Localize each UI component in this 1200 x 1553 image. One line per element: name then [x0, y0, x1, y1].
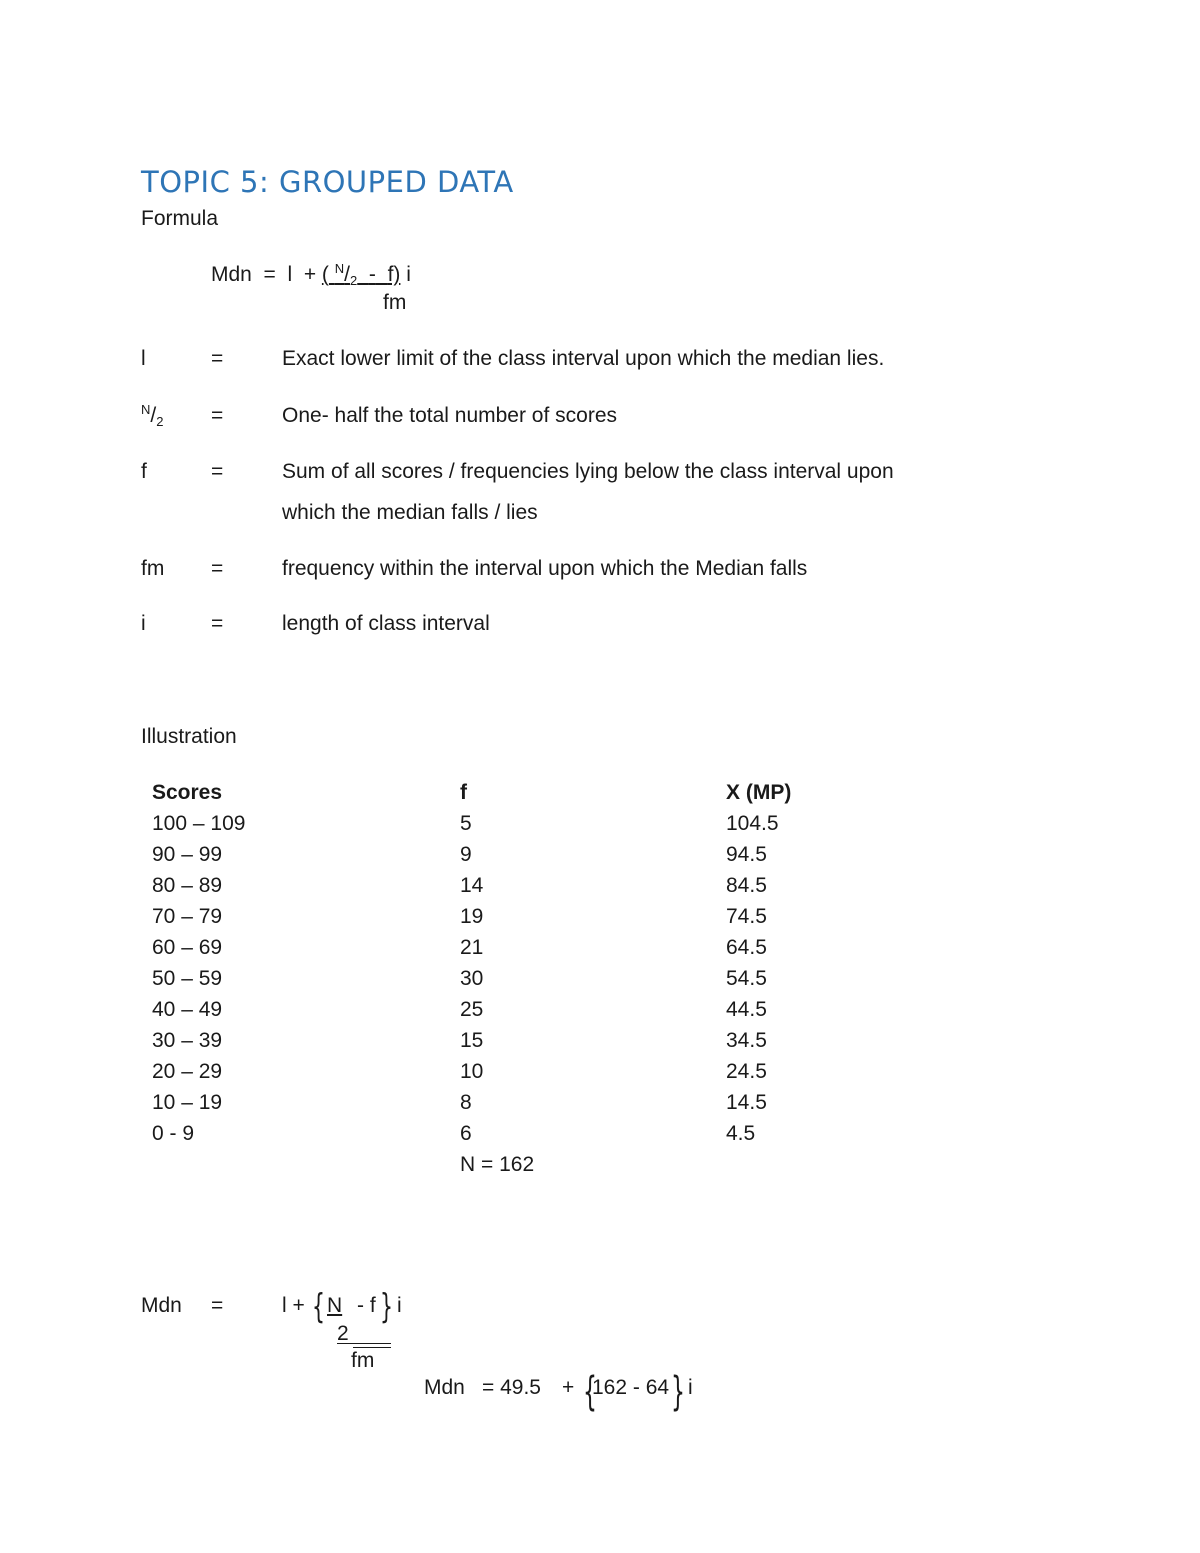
- open-brace-icon: {: [312, 1287, 325, 1327]
- formula-two: 2: [350, 273, 358, 288]
- table-cell-mp: 74.5: [726, 905, 767, 928]
- def-term-slash: /: [150, 404, 157, 427]
- table-cell-score: 10 – 19: [152, 1091, 223, 1114]
- formula3-plus: +: [562, 1376, 575, 1399]
- def-term-f: f: [141, 460, 147, 483]
- page-title: TOPIC 5: GROUPED DATA: [141, 165, 514, 199]
- table-cell-mp: 94.5: [726, 843, 767, 866]
- table-cell-score: 60 – 69: [152, 936, 223, 959]
- def-text-i: length of class interval: [282, 612, 490, 635]
- formula-l: l: [287, 263, 293, 286]
- def-text-f-cont: which the median falls / lies: [282, 501, 538, 524]
- table-cell-score: 30 – 39: [152, 1029, 223, 1052]
- def-text-n-half: One- half the total number of scores: [282, 404, 618, 427]
- formula2-two: 2: [337, 1322, 349, 1345]
- table-cell-mp: 84.5: [726, 874, 767, 897]
- def-term-fm: fm: [141, 557, 165, 580]
- close-brace-icon: }: [671, 1369, 685, 1415]
- table-cell-mp: 54.5: [726, 967, 767, 990]
- formula2-denominator: fm: [351, 1349, 375, 1372]
- table-cell-f: 19: [460, 905, 484, 928]
- def-text-f: Sum of all scores / frequencies lying below the class interval upon: [282, 460, 894, 483]
- table-cell-f: 5: [460, 812, 472, 835]
- formula2-i: i: [397, 1294, 402, 1317]
- formula-numerator: [322, 263, 400, 286]
- def-text-l: Exact lower limit of the class interval upon which the median lies.: [282, 347, 885, 370]
- def-eq: =: [211, 347, 224, 370]
- table-cell-f: 25: [460, 998, 484, 1021]
- table-cell-f: 9: [460, 843, 472, 866]
- formula-label: Formula: [141, 207, 219, 230]
- def-term-n: N: [141, 402, 151, 417]
- table-cell-mp: 4.5: [726, 1122, 756, 1145]
- formula2-minus-f: - f: [357, 1294, 376, 1317]
- table-cell-score: 100 – 109: [152, 812, 246, 835]
- def-eq: =: [211, 557, 224, 580]
- formula-open-paren: (: [321, 263, 329, 286]
- formula2-eq: =: [211, 1294, 224, 1317]
- table-cell-f: 6: [460, 1122, 472, 1145]
- table-cell-mp: 104.5: [726, 812, 779, 835]
- formula2-l-plus: l +: [282, 1294, 305, 1317]
- formula3-i: i: [688, 1376, 693, 1399]
- formula-minus: -: [368, 263, 376, 286]
- table-cell-mp: 44.5: [726, 998, 767, 1021]
- formula3-lhs: Mdn: [424, 1376, 465, 1399]
- table-cell-score: 40 – 49: [152, 998, 223, 1021]
- table-cell-score: 90 – 99: [152, 843, 223, 866]
- table-cell-f: 30: [460, 967, 484, 990]
- def-term-two: 2: [156, 414, 164, 429]
- formula-n: N: [334, 261, 345, 276]
- table-header-mp: X (MP): [726, 781, 792, 804]
- formula-denominator: fm: [383, 291, 407, 314]
- table-header-f: f: [460, 781, 467, 804]
- def-term-i: i: [141, 612, 146, 635]
- illustration-label: Illustration: [141, 725, 237, 748]
- def-eq: =: [211, 612, 224, 635]
- formula2-n: N: [327, 1294, 343, 1317]
- table-cell-mp: 14.5: [726, 1091, 767, 1114]
- median-formula: [211, 261, 411, 288]
- table-cell-score: 50 – 59: [152, 967, 223, 990]
- table-cell-score: 70 – 79: [152, 905, 223, 928]
- formula-f: f): [387, 263, 401, 286]
- table-cell-mp: 24.5: [726, 1060, 767, 1083]
- formula-plus: +: [303, 263, 317, 286]
- def-term-l: l: [141, 347, 146, 370]
- formula2-lhs: Mdn: [141, 1294, 182, 1317]
- table-cell-f: 14: [460, 874, 484, 897]
- formula-eq: =: [263, 263, 276, 286]
- formula-lhs: Mdn: [211, 263, 252, 286]
- table-header-scores: Scores: [152, 781, 223, 804]
- open-brace-icon: {: [583, 1369, 597, 1415]
- fraction-bar: [337, 1343, 391, 1344]
- def-text-fm: frequency within the interval upon which the Median falls: [282, 557, 808, 580]
- table-cell-score: 0 - 9: [152, 1122, 195, 1145]
- table-total: N = 162: [460, 1153, 535, 1176]
- table-cell-f: 8: [460, 1091, 472, 1114]
- table-cell-score: 20 – 29: [152, 1060, 223, 1083]
- table-cell-mp: 64.5: [726, 936, 767, 959]
- close-brace-icon: }: [380, 1287, 393, 1327]
- table-cell-f: 21: [460, 936, 484, 959]
- formula3-inner: 162 - 64: [592, 1376, 670, 1399]
- table-cell-score: 80 – 89: [152, 874, 223, 897]
- def-eq: =: [211, 460, 224, 483]
- def-term-n-half: [141, 402, 164, 429]
- def-eq: =: [211, 404, 224, 427]
- formula-i: i: [406, 263, 411, 286]
- formula-slash: /: [344, 263, 350, 286]
- formula3-eq-val: = 49.5: [482, 1376, 541, 1399]
- table-cell-mp: 34.5: [726, 1029, 767, 1052]
- table-cell-f: 15: [460, 1029, 484, 1052]
- table-cell-f: 10: [460, 1060, 484, 1083]
- fraction-bar: [353, 1347, 391, 1348]
